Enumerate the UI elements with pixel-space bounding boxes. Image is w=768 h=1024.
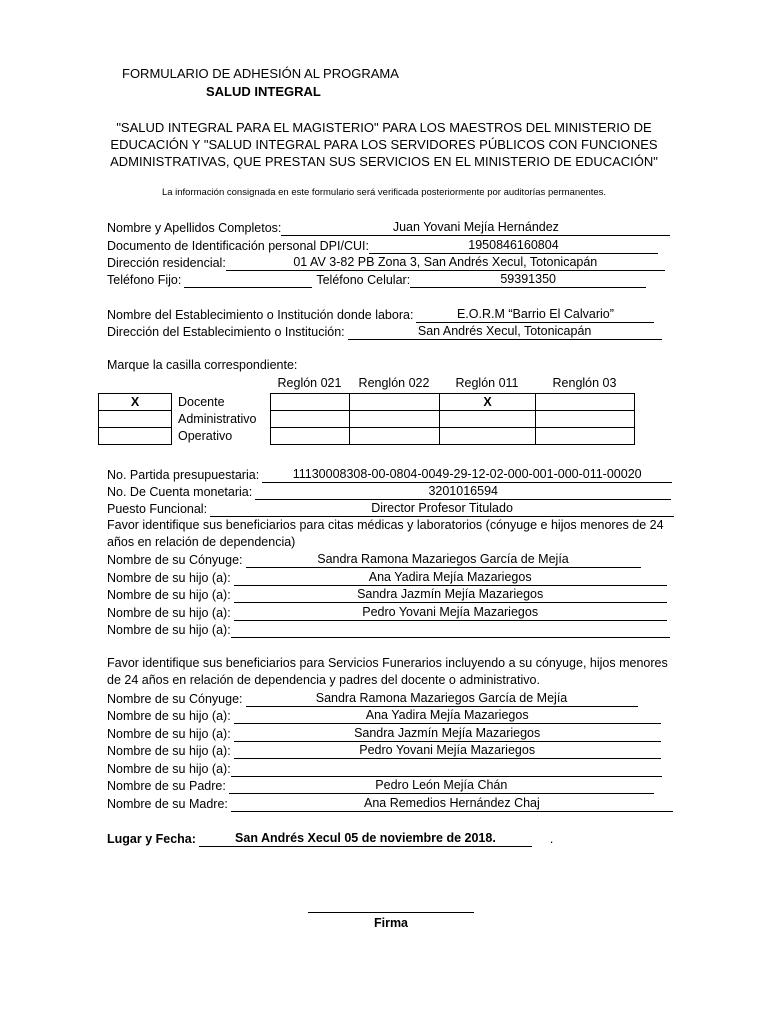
program-line-1: "SALUD INTEGRAL PARA EL MAGISTERIO" PARA LOS MAESTROS DEL MINISTERIO DE bbox=[116, 120, 652, 135]
col-header-022: Renglón 022 bbox=[358, 376, 430, 390]
funeral-child-label: Nombre de su hijo (a): bbox=[107, 762, 231, 776]
field-place-date bbox=[107, 830, 553, 847]
field-medical-child-1 bbox=[107, 569, 667, 586]
field-funeral-child-3 bbox=[107, 742, 661, 759]
cuenta-label: No. De Cuenta monetaria: bbox=[107, 485, 253, 499]
puesto-value[interactable]: Director Profesor Titulado bbox=[210, 501, 674, 517]
signature-line[interactable] bbox=[308, 912, 474, 913]
puesto-label: Puesto Funcional: bbox=[107, 502, 208, 516]
medical-child-2-value[interactable]: Sandra Jazmín Mejía Mazariegos bbox=[234, 587, 667, 603]
address-label: Dirección residencial: bbox=[107, 256, 226, 270]
medical-child-label: Nombre de su hijo (a): bbox=[107, 588, 231, 602]
cell-docente-03[interactable] bbox=[536, 394, 635, 411]
checkbox-operativo[interactable] bbox=[99, 428, 172, 445]
phone-value[interactable] bbox=[184, 272, 312, 288]
checkbox-instruction: Marque la casilla correspondiente: bbox=[107, 358, 298, 372]
mother-label: Nombre de su Madre: bbox=[107, 797, 228, 811]
row-label-administrativo: Administrativo bbox=[172, 411, 271, 428]
funeral-child-2-value[interactable]: Sandra Jazmín Mejía Mazariegos bbox=[234, 726, 661, 742]
field-cuenta bbox=[107, 483, 671, 500]
audit-notice: La información consignada en este formulario será verificada posteriormente por auditorías permanentes. bbox=[161, 187, 607, 198]
form-subtitle: SALUD INTEGRAL bbox=[206, 84, 321, 99]
row-label-operativo: Operativo bbox=[172, 428, 271, 445]
cell-administrativo-011[interactable] bbox=[440, 411, 536, 428]
cell-operativo-011[interactable] bbox=[440, 428, 536, 445]
funeral-intro-2: de 24 años en relación de dependencia y padres del docente o administrativo. bbox=[107, 673, 540, 687]
medical-intro-2: años en relación de dependencia) bbox=[107, 535, 296, 549]
establishment-address-value[interactable]: San Andrés Xecul, Totonicapán bbox=[348, 324, 662, 340]
checkbox-administrativo[interactable] bbox=[99, 411, 172, 428]
funeral-spouse-label: Nombre de su Cónyuge: bbox=[107, 692, 243, 706]
field-puesto bbox=[107, 500, 674, 517]
checkbox-docente[interactable]: X bbox=[99, 394, 172, 411]
table-row bbox=[99, 394, 635, 411]
medical-child-label: Nombre de su hijo (a): bbox=[107, 623, 231, 637]
position-checkbox-table bbox=[98, 393, 635, 445]
signature-label: Firma bbox=[373, 916, 409, 930]
full-name-value[interactable]: Juan Yovani Mejía Hernández bbox=[281, 220, 670, 236]
cell-administrativo-03[interactable] bbox=[536, 411, 635, 428]
field-funeral-mother bbox=[107, 795, 673, 812]
dpi-value[interactable]: 1950846160804 bbox=[369, 238, 658, 254]
program-line-3: ADMINISTRATIVAS, QUE PRESTAN SUS SERVICIOS EN EL MINISTERIO DE EDUCACIÓN" bbox=[110, 154, 658, 169]
establishment-name-label: Nombre del Establecimiento o Institución donde labora: bbox=[107, 308, 414, 322]
cell-operativo-021[interactable] bbox=[271, 428, 350, 445]
col-header-03: Renglón 03 bbox=[552, 376, 617, 390]
field-medical-child-2 bbox=[107, 586, 667, 603]
field-dpi bbox=[107, 237, 658, 254]
medical-spouse-label: Nombre de su Cónyuge: bbox=[107, 553, 243, 567]
cell-label: Teléfono Celular: bbox=[316, 273, 411, 287]
field-establishment-name bbox=[107, 306, 654, 323]
place-date-label: Lugar y Fecha: bbox=[107, 832, 196, 846]
field-funeral-spouse bbox=[107, 690, 638, 707]
medical-child-label: Nombre de su hijo (a): bbox=[107, 606, 231, 620]
medical-intro-1: Favor identifique sus beneficiarios para citas médicas y laboratorios (cónyuge e hijos menores de 24 bbox=[107, 518, 664, 532]
establishment-name-value[interactable]: E.O.R.M “Barrio El Calvario” bbox=[416, 307, 654, 323]
field-partida bbox=[107, 466, 672, 483]
cuenta-value[interactable]: 3201016594 bbox=[255, 484, 671, 500]
field-funeral-child-1 bbox=[107, 707, 661, 724]
field-medical-spouse bbox=[107, 551, 641, 568]
table-row bbox=[99, 411, 635, 428]
mother-value[interactable]: Ana Remedios Hernández Chaj bbox=[231, 796, 673, 812]
dpi-label: Documento de Identificación personal DPI/CUI: bbox=[107, 239, 369, 253]
table-row bbox=[99, 428, 635, 445]
field-full-name bbox=[107, 219, 670, 236]
cell-docente-021[interactable] bbox=[271, 394, 350, 411]
medical-child-4-value[interactable] bbox=[231, 622, 670, 638]
cell-operativo-022[interactable] bbox=[350, 428, 440, 445]
field-address bbox=[107, 254, 665, 271]
cell-value[interactable]: 59391350 bbox=[410, 272, 646, 288]
field-funeral-child-2 bbox=[107, 725, 661, 742]
program-line-2: EDUCACIÓN Y "SALUD INTEGRAL PARA LOS SERVIDORES PÚBLICOS CON FUNCIONES bbox=[110, 137, 658, 152]
field-medical-child-3 bbox=[107, 604, 667, 621]
establishment-address-label: Dirección del Establecimiento o Institución: bbox=[107, 325, 345, 339]
partida-value[interactable]: 11130008308-00-0804-0049-29-12-02-000-001-000-011-00020 bbox=[262, 467, 672, 483]
row-label-docente: Docente bbox=[172, 394, 271, 411]
cell-operativo-03[interactable] bbox=[536, 428, 635, 445]
funeral-intro-1: Favor identifique sus beneficiarios para Servicios Funerarios incluyendo a su cónyuge, hijos menores bbox=[107, 656, 668, 670]
address-value[interactable]: 01 AV 3-82 PB Zona 3, San Andrés Xecul, Totonicapán bbox=[226, 255, 665, 271]
trailing-dot: . bbox=[549, 832, 554, 846]
field-phones bbox=[107, 271, 646, 288]
funeral-child-1-value[interactable]: Ana Yadira Mejía Mazariegos bbox=[234, 708, 661, 724]
full-name-label: Nombre y Apellidos Completos: bbox=[107, 221, 282, 235]
father-value[interactable]: Pedro León Mejía Chán bbox=[229, 778, 654, 794]
field-funeral-child-4 bbox=[107, 760, 662, 777]
funeral-child-3-value[interactable]: Pedro Yovani Mejía Mazariegos bbox=[234, 743, 661, 759]
father-label: Nombre de su Padre: bbox=[107, 779, 226, 793]
medical-spouse-value[interactable]: Sandra Ramona Mazariegos García de Mejía bbox=[246, 552, 641, 568]
form-title: FORMULARIO DE ADHESIÓN AL PROGRAMA bbox=[122, 66, 399, 81]
col-header-011: Reglón 011 bbox=[455, 376, 519, 390]
funeral-spouse-value[interactable]: Sandra Ramona Mazariegos García de Mejía bbox=[246, 691, 638, 707]
funeral-child-label: Nombre de su hijo (a): bbox=[107, 709, 231, 723]
funeral-child-4-value[interactable] bbox=[231, 761, 662, 777]
cell-administrativo-021[interactable] bbox=[271, 411, 350, 428]
cell-docente-011[interactable]: X bbox=[440, 394, 536, 411]
field-funeral-father bbox=[107, 777, 654, 794]
funeral-child-label: Nombre de su hijo (a): bbox=[107, 727, 231, 741]
partida-label: No. Partida presupuestaria: bbox=[107, 468, 260, 482]
place-date-value[interactable]: San Andrés Xecul 05 de noviembre de 2018. bbox=[199, 831, 532, 847]
col-header-021: Reglón 021 bbox=[277, 376, 342, 390]
medical-child-1-value[interactable]: Ana Yadira Mejía Mazariegos bbox=[234, 570, 667, 586]
phone-label: Teléfono Fijo: bbox=[107, 273, 182, 287]
medical-child-label: Nombre de su hijo (a): bbox=[107, 571, 231, 585]
medical-child-3-value[interactable]: Pedro Yovani Mejía Mazariegos bbox=[234, 605, 667, 621]
field-medical-child-4 bbox=[107, 621, 670, 638]
cell-docente-022[interactable] bbox=[350, 394, 440, 411]
field-establishment-address bbox=[107, 323, 662, 340]
cell-administrativo-022[interactable] bbox=[350, 411, 440, 428]
funeral-child-label: Nombre de su hijo (a): bbox=[107, 744, 231, 758]
